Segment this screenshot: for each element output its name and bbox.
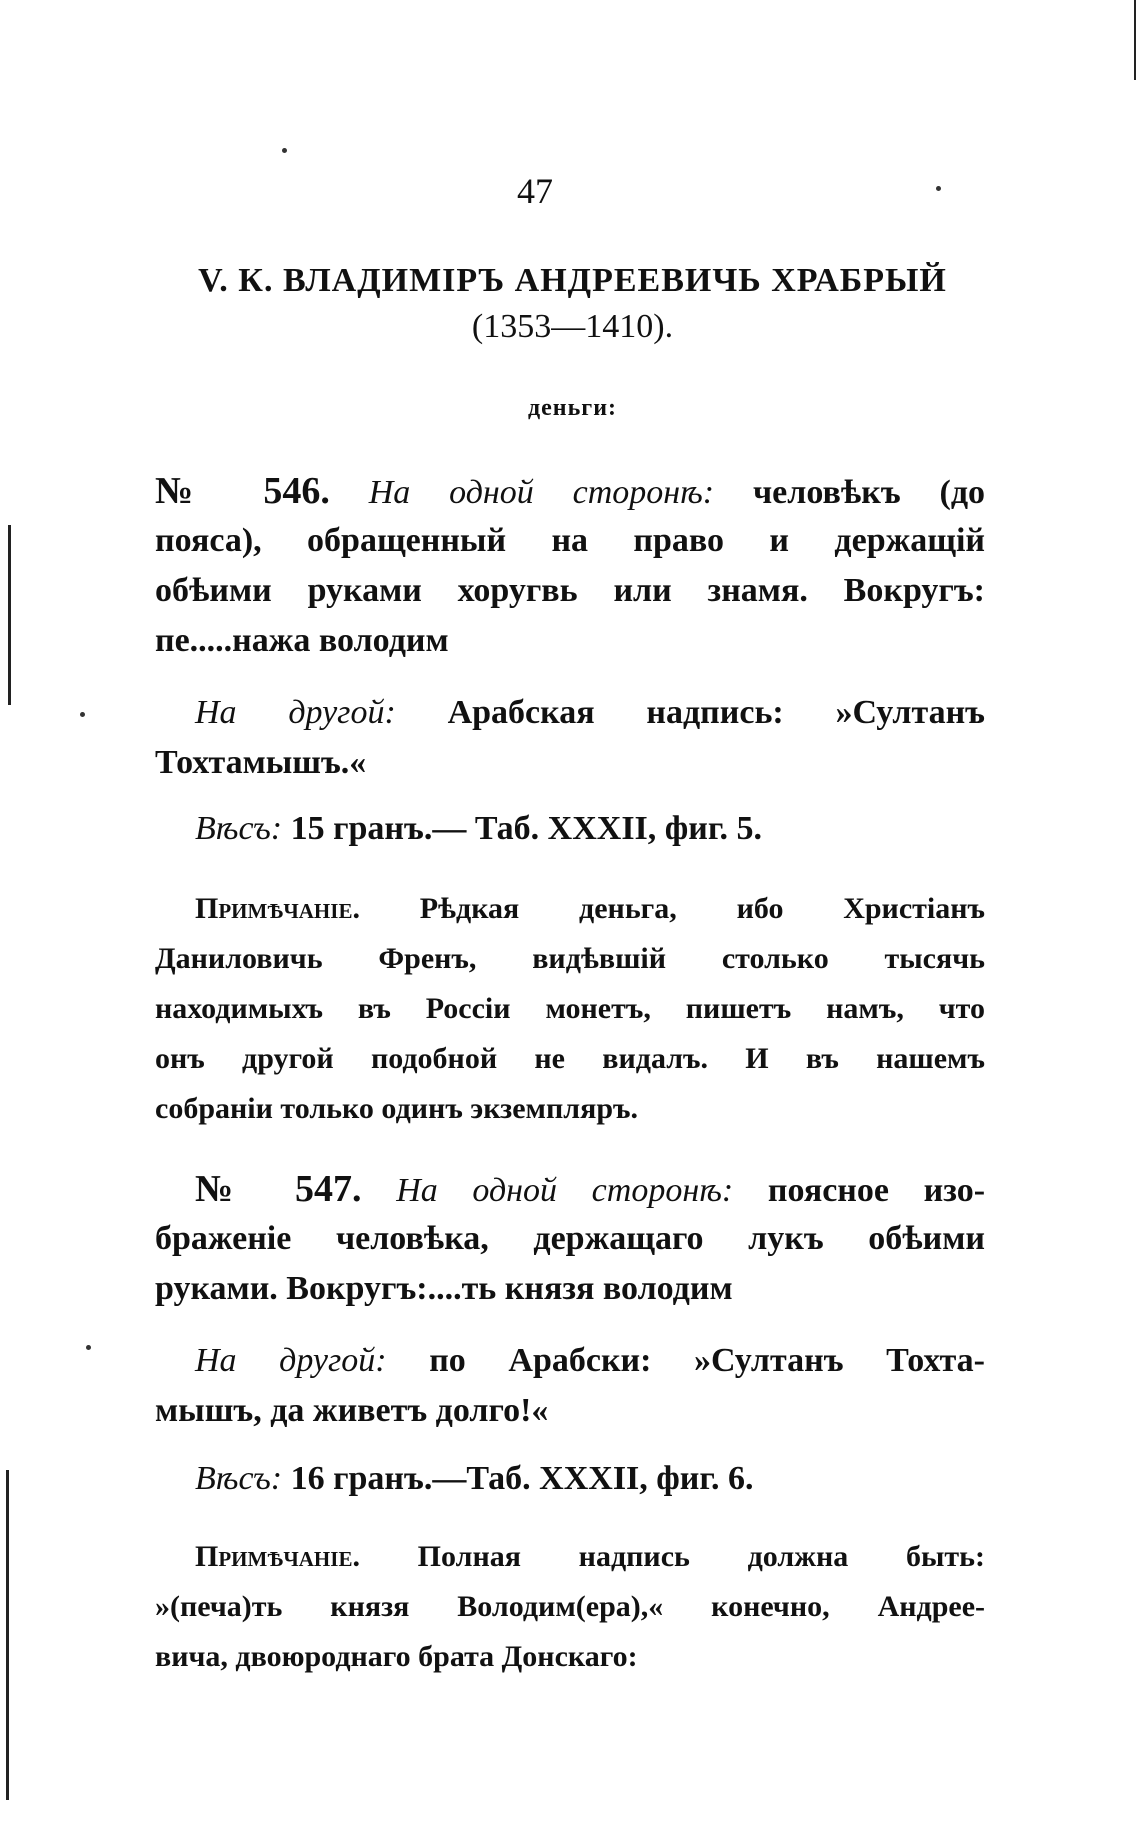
entry-547-first-line (195, 1164, 985, 1216)
entry-546-line-2: пояса), обращенный на право и держащій (155, 522, 985, 559)
entry-547-weight-label: Вѣсъ: (195, 1460, 283, 1497)
entry-547-obverse-label: На одной сторонѣ: (396, 1172, 734, 1209)
entry-546-note-label: Примѣчаніе. (195, 892, 360, 925)
entry-547-line-2: браженіе человѣка, держащаго лукъ обѣими (155, 1220, 985, 1257)
entry-547-weight-text: 16 гранъ.—Таб. XXXII, фиг. 6. (290, 1460, 754, 1497)
entry-546-note-line-3: находимыхъ въ Россіи монетъ, пишетъ намъ, что (155, 992, 985, 1025)
entry-547-obverse-first: поясное изо- (767, 1172, 986, 1209)
chapter-title: V. К. ВЛАДИМІРЪ АНДРЕЕВИЧЬ ХРАБРЫЙ (198, 262, 947, 299)
scan-edge-right (1134, 0, 1136, 80)
entry-546-reverse-last: Тохтамышъ.« (155, 744, 367, 781)
entry-546-weight (195, 804, 985, 854)
entry-547-note-line-2: »(печа)ть князя Володим(ера),« конечно, Андрее- (155, 1590, 985, 1623)
entry-547-line-3: руками. Вокругъ:....ть князя володим (155, 1270, 733, 1307)
entry-546-obverse-first: человѣкъ (до (753, 474, 986, 511)
entry-547-note-first (195, 1532, 985, 1582)
entry-546-line-4: пе.....нажа володим (155, 622, 449, 659)
entry-547-reverse-first: по Арабски: »Султанъ Тохта- (429, 1342, 986, 1379)
page-number: 47 (517, 171, 553, 211)
entry-547-number: № 547. (195, 1168, 362, 1210)
scan-speck (282, 148, 287, 153)
entry-546-line-3: обѣими руками хоругвь или знамя. Вокругъ: (155, 572, 985, 609)
entry-547-weight (195, 1454, 985, 1504)
entry-547-reverse-last: мышъ, да живетъ долго!« (155, 1392, 549, 1429)
entry-546-note-first (195, 884, 985, 934)
entry-547-reverse-label: На другой: (195, 1342, 387, 1379)
entry-547-note-first-text: Полная надпись должна быть: (417, 1540, 985, 1573)
section-title: деньги: (527, 395, 618, 421)
entry-546-weight-text: 15 гранъ.— Таб. XXXII, фиг. 5. (290, 810, 762, 847)
entry-546-note-line-5: собраніи только одинъ экземпляръ. (155, 1092, 638, 1125)
entry-546-number: № 546. (155, 470, 330, 512)
entry-546-reverse-first: Арабская надпись: »Султанъ (447, 694, 986, 731)
entry-547-note-label: Примѣчаніе. (195, 1540, 360, 1573)
entry-546-obverse-label: На одной сторонѣ: (368, 474, 715, 511)
entry-547-note-line-3: вича, двоюроднаго брата Донскаго: (155, 1640, 638, 1673)
chapter-years: (1353—1410). (471, 308, 674, 345)
scan-edge-left-lower (6, 1470, 9, 1800)
scan-speck (936, 186, 941, 191)
scan-edge-left (8, 525, 11, 705)
scan-speck (86, 1345, 91, 1350)
entry-546-note-line-4: онъ другой подобной не видалъ. И въ нашемъ (155, 1042, 985, 1075)
entry-546-reverse (195, 688, 985, 738)
entry-546-note-line-2: Даниловичь Френъ, видѣвшій столько тысячь (155, 942, 985, 975)
scan-speck (80, 712, 85, 717)
entry-546-weight-label: Вѣсъ: (195, 810, 283, 847)
entry-546-note-first-text: Рѣдкая деньга, ибо Христіанъ (419, 892, 986, 925)
entry-546-first-line (155, 466, 985, 518)
entry-546-reverse-label: На другой: (195, 694, 396, 731)
entry-547-reverse (195, 1336, 985, 1386)
